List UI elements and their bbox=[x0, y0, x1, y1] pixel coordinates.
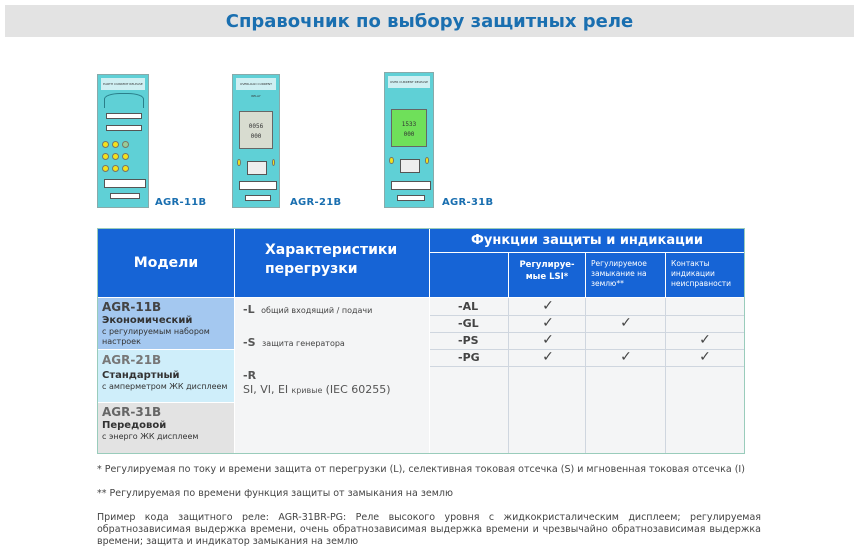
header-functions bbox=[430, 229, 744, 252]
model-name: AGR-11B bbox=[102, 300, 162, 314]
terminal-block bbox=[239, 181, 277, 190]
check-ground-fault: ✓ bbox=[620, 349, 632, 365]
row-code-ps: -PS bbox=[458, 334, 479, 347]
led-row bbox=[237, 159, 275, 166]
header-functions-label: Функции защиты и индикации bbox=[471, 233, 703, 248]
header-alarm-label: Контакты индикации неисправности bbox=[671, 259, 732, 288]
check-lsi: ✓ bbox=[542, 332, 554, 348]
check-alarm: ✓ bbox=[699, 332, 711, 348]
header-overload bbox=[235, 229, 429, 297]
check-lsi: ✓ bbox=[542, 349, 554, 365]
led-row bbox=[102, 165, 144, 172]
header-models bbox=[98, 229, 234, 297]
lcd-display bbox=[239, 111, 273, 149]
title-bar bbox=[5, 5, 854, 37]
model-cell-agr-21b bbox=[98, 350, 234, 402]
overload-code: -L bbox=[243, 303, 255, 316]
example-code-note: Пример кода защитного реле: AGR-31BR-PG: Реле высокого уровня с жидкокристалическим дисплеем; регулируемая обратнозависимая выдержка времени, очень обратнозависимая выдержка времени и чрезвычайно обратнозависимая выдержка времени; защита и индикатор замыкания на землю bbox=[97, 512, 761, 547]
overload-item-l bbox=[243, 303, 372, 316]
check-alarm: ✓ bbox=[699, 349, 711, 365]
overload-text: общий входящий / подачи bbox=[261, 306, 373, 315]
check-ground-fault: ✓ bbox=[620, 315, 632, 331]
relay-image-agr-31b bbox=[384, 72, 434, 208]
footnote-lsi: * Регулируемая по току и времени защита от перегрузки (L), селективная токовая отсечка (S) и мгновенная токовая отсечка (I) bbox=[97, 464, 745, 475]
model-cell-agr-11b bbox=[98, 298, 234, 349]
relay-image-agr-11b bbox=[97, 74, 149, 208]
header-models-label: Модели bbox=[133, 255, 199, 271]
relay-label-agr-21b: AGR-21B bbox=[290, 197, 342, 208]
header-lsi bbox=[509, 253, 585, 297]
overload-text: защита генератора bbox=[262, 339, 345, 348]
lcd-readout: 0056 000 bbox=[248, 123, 264, 140]
lcd-display bbox=[391, 109, 427, 147]
model-tier: Стандартный bbox=[102, 370, 180, 381]
terminal-block bbox=[391, 181, 431, 190]
header-ground-fault-label: Регулируемое замыкание на землю** bbox=[591, 259, 647, 288]
relay-label-agr-31b: AGR-31B bbox=[442, 197, 494, 208]
relay-header: OVER CURRENT RELEASE bbox=[388, 76, 430, 88]
row-code-pg: -PG bbox=[458, 351, 480, 364]
overload-standard: (IEC 60255) bbox=[325, 383, 391, 396]
led-row bbox=[389, 157, 429, 164]
header-lsi-label: Регулируе-мые LSI* bbox=[519, 260, 575, 282]
header-code-blank bbox=[430, 253, 508, 297]
selection-table bbox=[97, 228, 745, 454]
terminal-block bbox=[110, 193, 140, 199]
model-name: AGR-21B bbox=[102, 353, 162, 367]
relay-header: OVERLOAD CURRENT RELAY bbox=[236, 78, 276, 90]
model-desc: с амперметром ЖК дисплеем bbox=[102, 382, 228, 391]
check-lsi: ✓ bbox=[542, 298, 554, 314]
led-row bbox=[102, 141, 144, 148]
scale-bar bbox=[106, 113, 142, 119]
overload-code: -S bbox=[243, 336, 256, 349]
model-tier: Передовой bbox=[102, 420, 167, 431]
model-tier: Экономический bbox=[102, 315, 193, 326]
overload-item-r bbox=[243, 369, 391, 396]
page-title: Справочник по выбору защитных реле bbox=[225, 10, 634, 32]
row-code-al: -AL bbox=[458, 300, 479, 313]
row-code-gl: -GL bbox=[458, 317, 479, 330]
model-name: AGR-31B bbox=[102, 405, 162, 419]
model-desc: с регулируемым набором настроек bbox=[102, 327, 210, 346]
terminal-block bbox=[397, 195, 425, 201]
overload-curves: SI, VI, EI bbox=[243, 383, 289, 396]
model-desc: с энерго ЖК дисплеем bbox=[102, 432, 199, 441]
header-overload-label: Характеристики перегрузки bbox=[265, 242, 398, 277]
overload-cell bbox=[235, 298, 429, 453]
scale-bar bbox=[106, 125, 142, 131]
check-lsi: ✓ bbox=[542, 315, 554, 331]
relay-header: EARTH CURRENT RELEASE bbox=[101, 78, 145, 90]
footnote-ground: ** Регулируемая по времени функция защиты от замыкания на землю bbox=[97, 488, 453, 499]
terminal-block bbox=[104, 179, 146, 188]
terminal-block bbox=[245, 195, 271, 201]
overload-code: -R bbox=[243, 369, 257, 382]
relay-label-agr-11b: AGR-11B bbox=[155, 197, 207, 208]
lcd-readout: 1533 000 bbox=[401, 121, 417, 138]
led-row bbox=[102, 153, 144, 160]
model-cell-agr-31b bbox=[98, 403, 234, 453]
overload-curves-word: кривые bbox=[291, 386, 323, 395]
curve-graphic bbox=[104, 93, 144, 108]
relay-image-agr-21b bbox=[232, 74, 280, 208]
header-ground-fault bbox=[586, 253, 665, 297]
header-alarm-contacts bbox=[666, 253, 744, 297]
overload-item-s bbox=[243, 336, 345, 349]
